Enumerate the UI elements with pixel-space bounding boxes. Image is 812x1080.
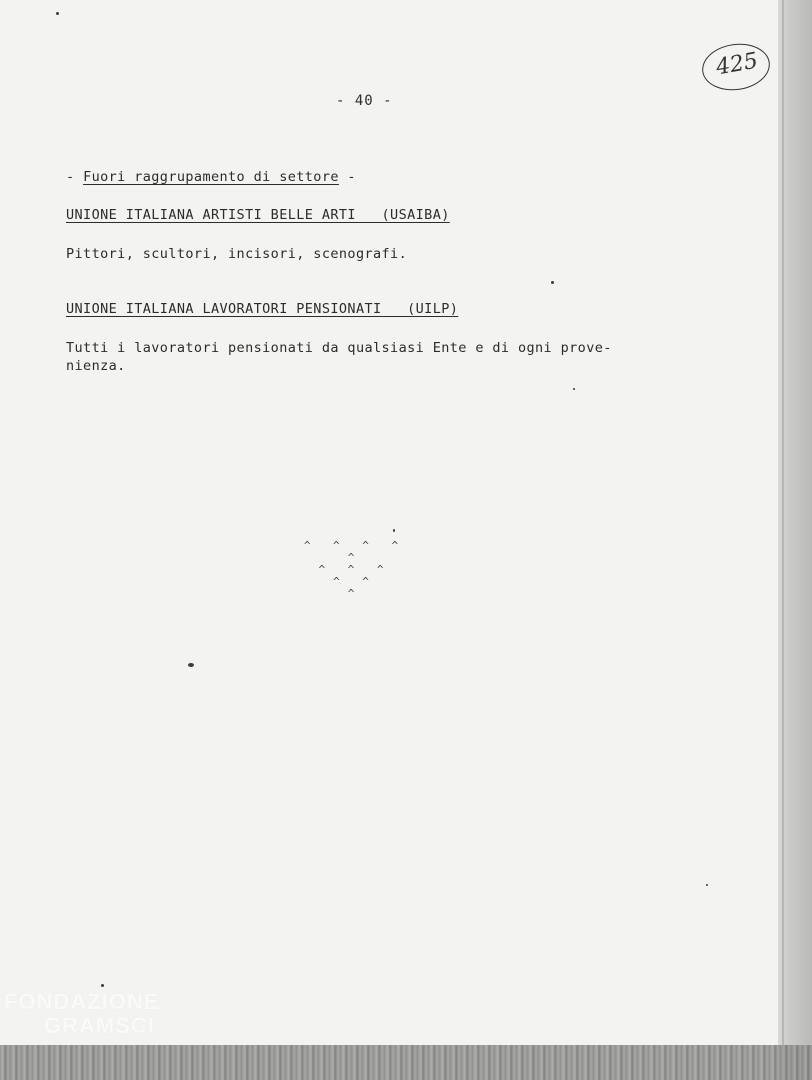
scan-edge: [778, 0, 812, 1080]
section-heading-suffix: -: [338, 169, 356, 185]
scan-speck: [573, 388, 575, 390]
section-heading: [66, 168, 356, 186]
section-heading-prefix: -: [66, 169, 84, 185]
page-number: - 40 -: [336, 93, 393, 109]
watermark-line-2: GRAMSCI: [44, 1013, 155, 1038]
ornament-row: ^ ^: [333, 575, 377, 588]
watermark-line-1: FONDAZIONE: [4, 989, 160, 1014]
archive-stamp-number: 425: [714, 48, 760, 81]
ornament-row: ^ ^ ^: [318, 563, 392, 576]
scan-speck: [56, 12, 59, 15]
scan-speck: [706, 884, 708, 886]
archive-watermark: [4, 990, 159, 1038]
scan-speck: [393, 529, 395, 532]
scan-speck: [188, 663, 194, 667]
scan-bottom-strip: [0, 1045, 812, 1080]
entry-description-uilp-line-2: nienza.: [66, 358, 126, 374]
entry-heading-usaiba: UNIONE ITALIANA ARTISTI BELLE ARTI (USAIBA): [66, 207, 450, 223]
entry-heading-uilp: UNIONE ITALIANA LAVORATORI PENSIONATI (UILP): [66, 301, 459, 317]
entry-description-usaiba: Pittori, scultori, incisori, scenografi.: [66, 246, 408, 262]
entry-description-uilp-line-1: Tutti i lavoratori pensionati da qualsiasi Ente e di ogni prove-: [66, 340, 612, 356]
section-heading-label: Fuori raggrupamento di settore: [83, 169, 339, 185]
scan-speck: [101, 984, 104, 987]
end-ornament: [300, 540, 410, 600]
ornament-row: ^ ^ ^ ^ ^: [303, 539, 407, 564]
ornament-row: ^: [347, 587, 363, 600]
scan-speck: [551, 281, 554, 284]
